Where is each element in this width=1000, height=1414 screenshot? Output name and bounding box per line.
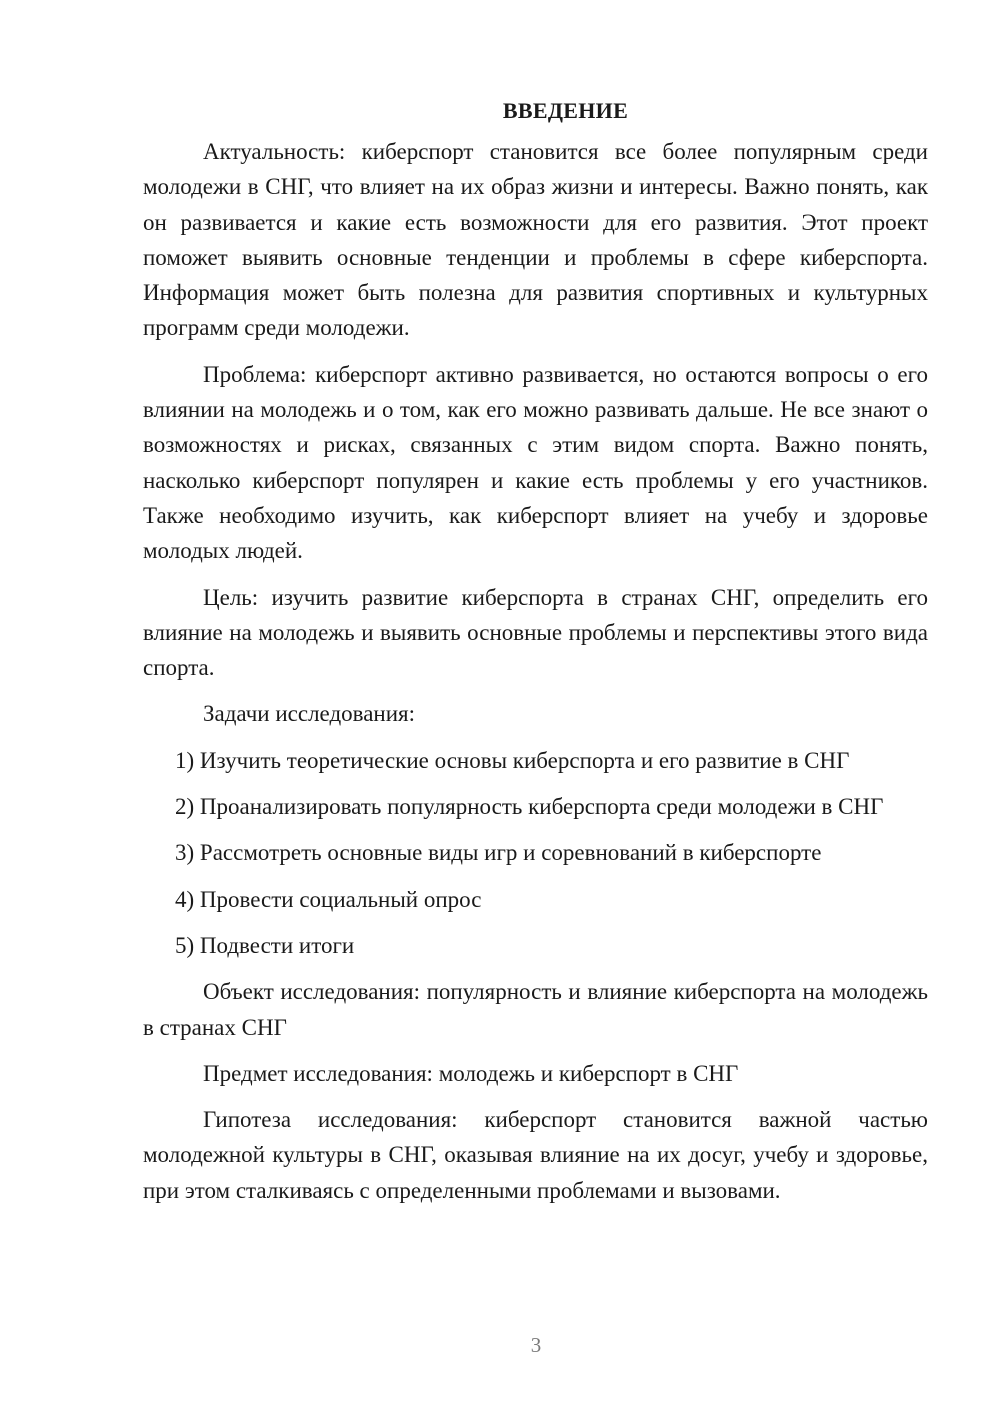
task-item-3: 3) Рассмотреть основные виды игр и соревнований в киберспорте xyxy=(175,840,822,866)
tasks-heading: Задачи исследования: xyxy=(203,701,416,727)
relevance-paragraph: Актуальность: киберспорт становится все более популярным среди молодежи в СНГ, что влияет на их образ жизни и интересы. Важно понять, как он развивается и какие есть возможности для его развития. Этот проект поможет выявить основные тенденции и проблемы в сфере киберспорта. Информация может быть полезна для развития спортивных и культурных программ среди молодежи. xyxy=(143,139,928,341)
task-item-2: 2) Проанализировать популярность киберспорта среди молодежи в СНГ xyxy=(175,794,884,820)
goal-paragraph: Цель: изучить развитие киберспорта в странах СНГ, определить его влияние на молодежь и выявить основные проблемы и перспективы этого вида спорта. xyxy=(143,584,928,681)
page-title: ВВЕДЕНИЕ xyxy=(502,98,629,123)
object-paragraph: Объект исследования: популярность и влияние киберспорта на молодежь в странах СНГ xyxy=(143,979,928,1040)
subject-paragraph: Предмет исследования: молодежь и киберспорт в СНГ xyxy=(203,1060,739,1086)
problem-paragraph: Проблема: киберспорт активно развивается, но остаются вопросы о его влиянии на молодежь и о том, как его можно развивать дальше. Не все знают о возможностях и рисках, связанных с этим видом спорта. Важно понять, насколько киберспорт популярен и какие есть проблемы у его участников. Также необходимо изучить, как киберспорт влияет на учебу и здоровье молодых людей. xyxy=(143,361,928,564)
task-item-4: 4) Провести социальный опрос xyxy=(175,886,482,912)
task-item-1: 1) Изучить теоретические основы киберспорта и его развитие в СНГ xyxy=(175,747,850,773)
document-body xyxy=(143,96,928,1219)
task-item-5: 5) Подвести итоги xyxy=(175,932,355,958)
page-number: 3 xyxy=(530,1333,542,1357)
hypothesis-paragraph: Гипотеза исследования: киберспорт становится важной частью молодежной культуры в СНГ, оказывая влияние на их досуг, учебу и здоровье, при этом сталкиваясь с определенными проблемами и вызовами. xyxy=(143,1107,928,1203)
